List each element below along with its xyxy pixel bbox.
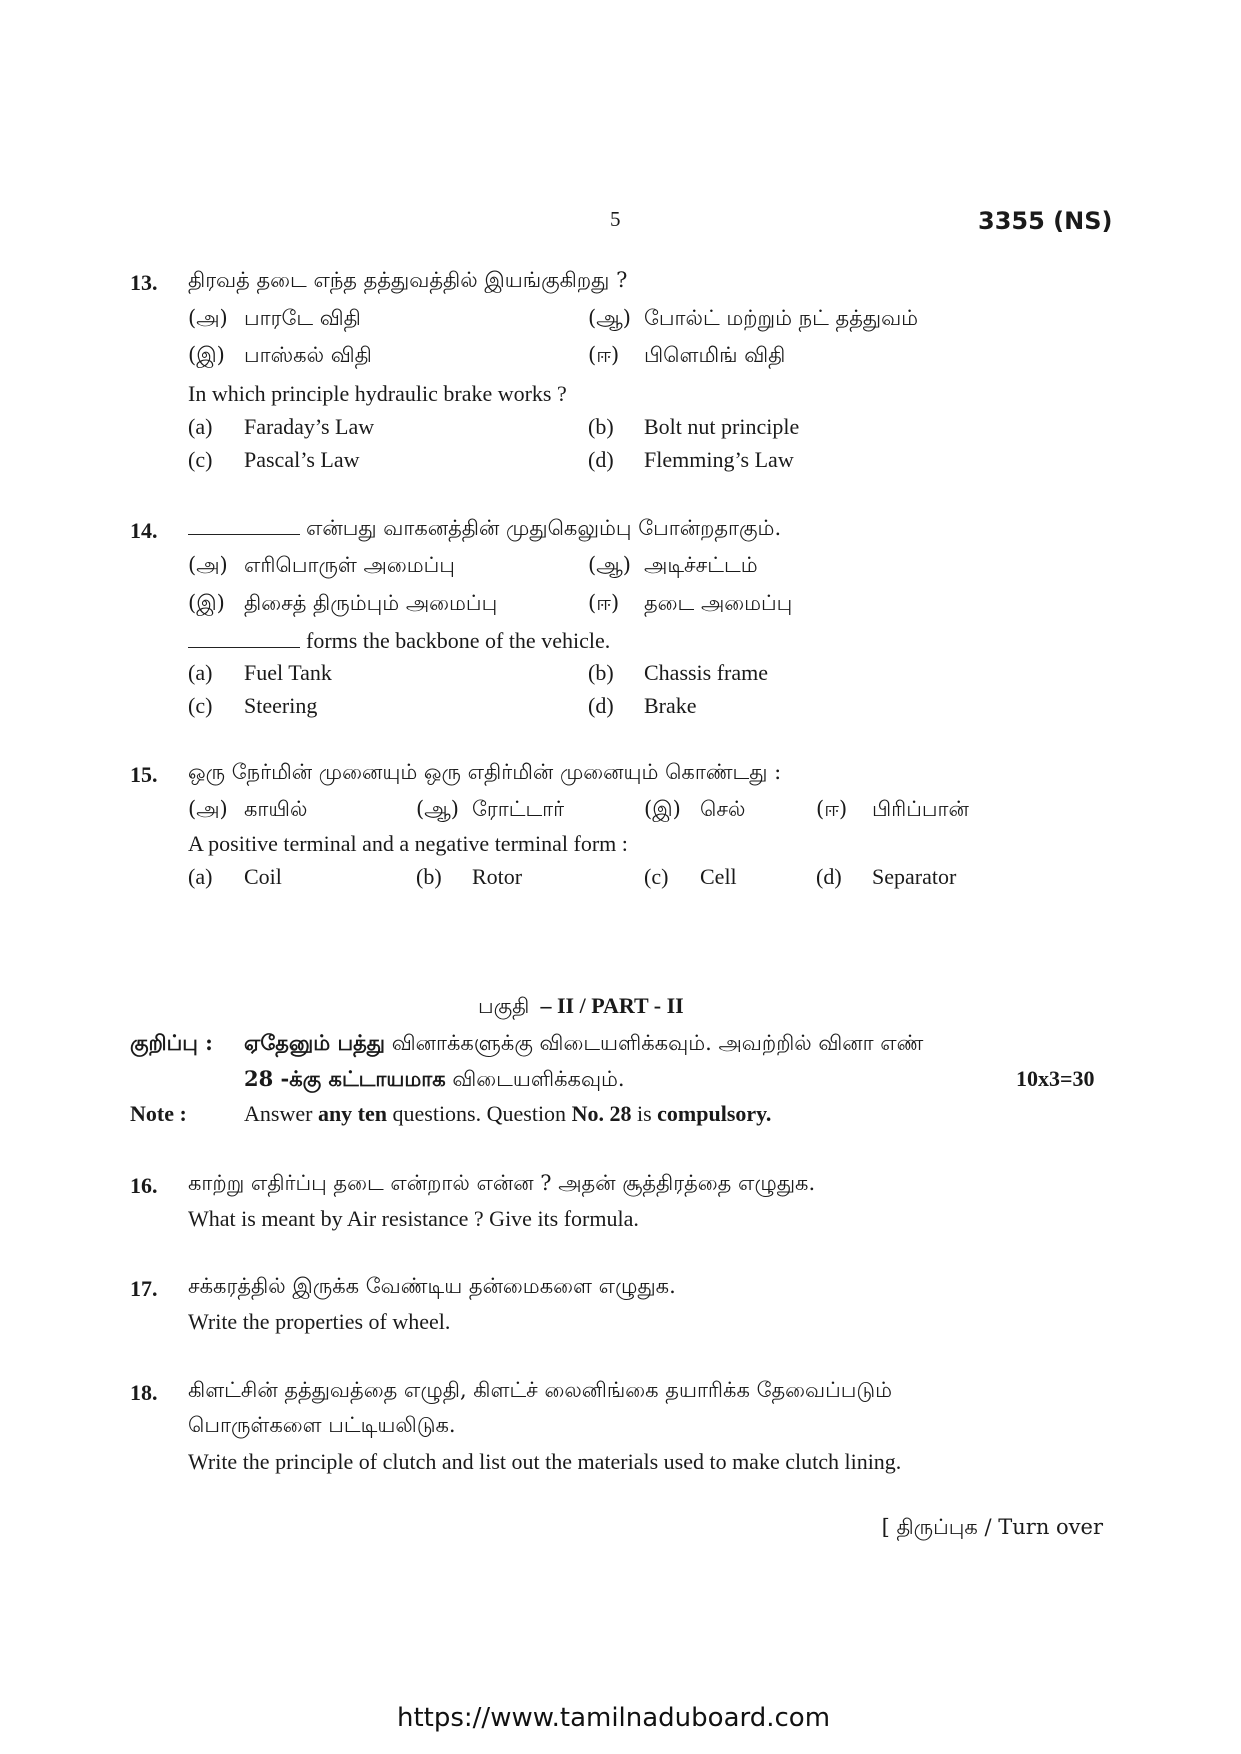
option-label: (ஆ) <box>416 797 459 821</box>
question-english: Write the principle of clutch and list out the materials used to make clutch lining. <box>188 1449 902 1474</box>
option-text: திசைத் திரும்பும் அமைப்பு <box>244 591 498 615</box>
note-text: is <box>636 1101 652 1126</box>
option-label: (இ) <box>644 797 681 821</box>
option-label: (c) <box>188 693 213 718</box>
question-english: A positive terminal and a negative terminal form : <box>188 831 628 856</box>
option-text: Faraday’s Law <box>244 414 375 439</box>
option-text: Pascal’s Law <box>244 447 360 472</box>
question-text: forms the backbone of the vehicle. <box>306 628 611 653</box>
option-label: (c) <box>644 864 669 889</box>
note-emphasis: 28 -க்கு கட்டாயமாக <box>244 1066 446 1091</box>
question-number: 16. <box>130 1173 158 1198</box>
question-tamil: சக்கரத்தில் இருக்க வேண்டிய தன்மைகளை எழுதுக. <box>188 1274 676 1298</box>
part-heading-tamil: பகுதி <box>478 994 530 1018</box>
option-text: பிரிப்பான் <box>872 797 969 821</box>
option-label: (c) <box>188 447 213 472</box>
note-emphasis: compulsory. <box>657 1101 772 1126</box>
note-text: விடையளிக்கவும். <box>452 1067 625 1091</box>
website-url[interactable]: https://www.tamilnaduboard.com <box>397 1703 831 1733</box>
option-label: (இ) <box>188 591 225 615</box>
option-text: பாஸ்கல் விதி <box>244 343 372 367</box>
note-emphasis: No. 28 <box>571 1101 632 1126</box>
part-heading-english: – II / PART - II <box>540 993 684 1018</box>
option-label: (ஆ) <box>588 553 631 577</box>
option-text: Chassis frame <box>644 660 769 685</box>
question-english: What is meant by Air resistance ? Give its formula. <box>188 1206 639 1231</box>
option-label: (d) <box>588 447 614 472</box>
option-text: Steering <box>244 693 318 718</box>
question-tamil: காற்று எதிர்ப்பு தடை என்றால் என்ன ? அதன் சூத்திரத்தை எழுதுக. <box>188 1171 816 1195</box>
option-text: செல் <box>700 797 746 821</box>
option-label: (b) <box>588 414 614 439</box>
option-label: (a) <box>188 864 213 889</box>
option-label: (d) <box>816 864 842 889</box>
note-line-1 <box>244 1030 923 1058</box>
question-english: Write the properties of wheel. <box>188 1309 451 1334</box>
note-label: குறிப்பு : <box>130 1030 213 1055</box>
question-number: 14. <box>130 518 158 543</box>
question-tamil-line-2: பொருள்களை பட்டியலிடுக. <box>188 1413 456 1437</box>
option-text: Cell <box>700 864 737 889</box>
question-tamil: ஒரு நேர்மின் முனையும் ஒரு எதிர்மின் முனையும் கொண்டது : <box>188 760 782 784</box>
note-text: Answer <box>244 1101 313 1126</box>
question-number: 13. <box>130 270 158 295</box>
option-label: (d) <box>588 693 614 718</box>
option-label: (ஈ) <box>588 343 620 367</box>
question-text: என்பது வாகனத்தின் முதுகெலும்பு போன்றதாகும். <box>306 516 782 540</box>
option-text: அடிச்சட்டம் <box>644 553 758 577</box>
option-label: (அ) <box>188 306 228 330</box>
option-text: பாரடே விதி <box>244 306 361 330</box>
note-text: questions. Question <box>392 1101 567 1126</box>
note-line <box>244 1101 771 1127</box>
question-tamil <box>188 516 781 543</box>
option-label: (a) <box>188 660 213 685</box>
question-tamil: திரவத் தடை எந்த தத்துவத்தில் இயங்குகிறது ? <box>188 268 628 292</box>
turn-over: [ திருப்புக / Turn over <box>881 1515 1103 1539</box>
option-text: தடை அமைப்பு <box>644 591 793 615</box>
question-number: 15. <box>130 762 158 787</box>
option-label: (b) <box>416 864 442 889</box>
question-number: 17. <box>130 1276 158 1301</box>
option-label: (a) <box>188 414 213 439</box>
note-label: Note : <box>130 1101 187 1126</box>
option-text: Separator <box>872 864 957 889</box>
option-label: (இ) <box>188 343 225 367</box>
option-label: (b) <box>588 660 614 685</box>
option-text: காயில் <box>244 797 308 821</box>
paper-code: 3355 (NS) <box>978 207 1113 235</box>
option-text: Rotor <box>472 864 523 889</box>
page-number: 5 <box>610 207 621 231</box>
note-emphasis: ஏதேனும் பத்து <box>244 1030 386 1055</box>
option-text: ரோட்டார் <box>472 797 565 821</box>
option-text: Flemming’s Law <box>644 447 794 472</box>
option-text: Fuel Tank <box>244 660 332 685</box>
option-text: பிளெமிங் விதி <box>644 343 786 367</box>
option-label: (ஈ) <box>588 591 620 615</box>
option-text: Coil <box>244 864 282 889</box>
option-text: எரிபொருள் அமைப்பு <box>244 553 455 577</box>
note-text: வினாக்களுக்கு விடையளிக்கவும். அவற்றில் வினா எண் <box>391 1031 924 1055</box>
answer-blank <box>188 646 300 648</box>
question-number: 18. <box>130 1380 158 1405</box>
option-text: போல்ட் மற்றும் நட் தத்துவம் <box>644 306 919 330</box>
part-heading <box>478 993 684 1021</box>
question-tamil-line-1: கிளட்சின் தத்துவத்தை எழுதி, கிளட்ச் லைனிங்கை தயாரிக்க தேவைப்படும் <box>188 1378 893 1402</box>
option-label: (அ) <box>188 797 228 821</box>
note-emphasis: any ten <box>317 1101 387 1126</box>
option-text: Bolt nut principle <box>644 414 800 439</box>
option-label: (அ) <box>188 553 228 577</box>
marks: 10x3=30 <box>1016 1066 1095 1091</box>
question-english: In which principle hydraulic brake works ? <box>188 381 567 406</box>
option-label: (ஈ) <box>816 797 848 821</box>
answer-blank <box>188 533 300 535</box>
note-line-2 <box>244 1066 625 1094</box>
question-english <box>188 628 610 654</box>
option-label: (ஆ) <box>588 306 631 330</box>
option-text: Brake <box>644 693 697 718</box>
